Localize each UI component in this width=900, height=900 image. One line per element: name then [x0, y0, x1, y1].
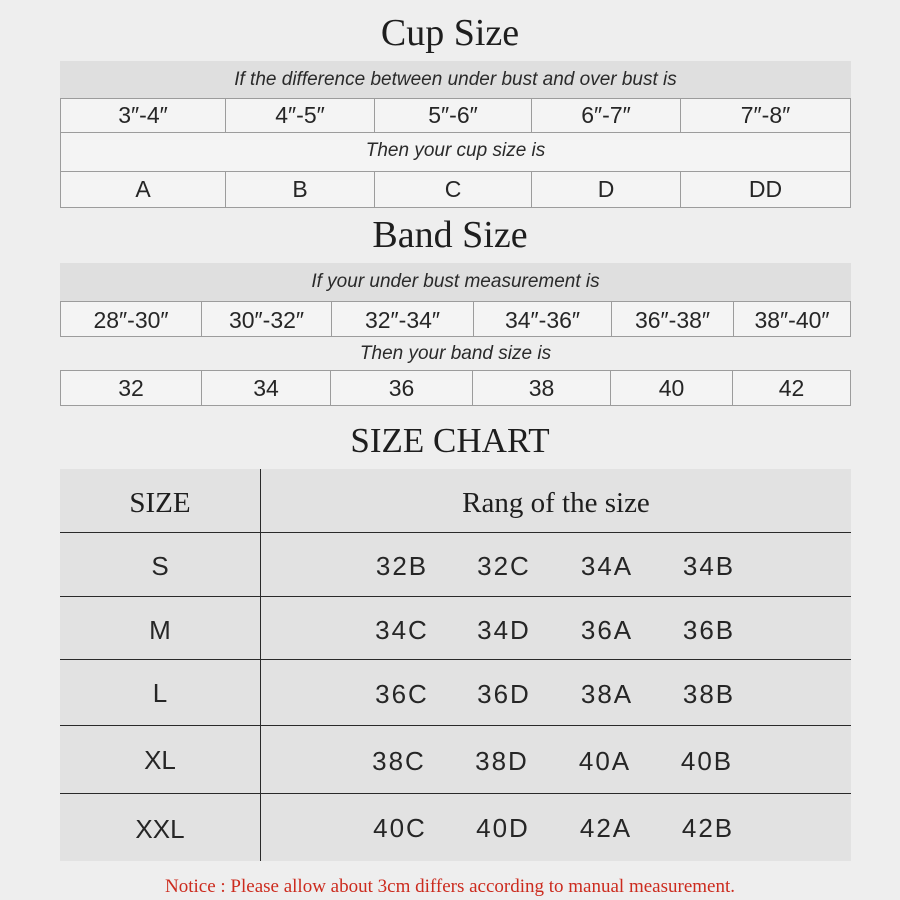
band-size-title: Band Size [372, 214, 528, 256]
size-range-value: 34C [375, 615, 429, 645]
cup-range-cell: 6″-7″ [532, 99, 681, 132]
size-label: XXL [135, 814, 185, 844]
size-range-value: 40D [476, 813, 530, 843]
size-range-value: 38C [372, 746, 426, 776]
size-label: M [149, 615, 171, 645]
size-range-value: 42A [579, 813, 633, 843]
measurement-notice: Notice : Please allow about 3cm differs according to manual measurement. [165, 876, 735, 897]
size-label: L [152, 678, 168, 708]
size-range-value: 42B [681, 813, 735, 843]
band-size-cell: 40 [611, 371, 733, 405]
band-size-cell: 38 [473, 371, 611, 405]
band-condition-caption: If your under bust measurement is [60, 263, 851, 301]
cup-size-cell: D [532, 172, 681, 207]
size-range-value: 32C [477, 551, 531, 581]
band-range-cell: 36″-38″ [612, 302, 734, 336]
band-range-cell: 30″-32″ [202, 302, 332, 336]
size-range-value: 32B [375, 551, 429, 581]
cup-condition-caption: If the difference between under bust and over bust is [60, 61, 851, 98]
band-size-cell: 42 [778, 375, 805, 401]
cup-size-row [60, 171, 851, 208]
band-range-cell: 32″-34″ [332, 302, 474, 336]
size-range-value: 34A [580, 551, 634, 581]
size-range-value: 34D [477, 615, 531, 645]
size-range-value: 36D [477, 679, 531, 709]
cup-size-cell: B [226, 172, 375, 207]
size-range-value: 36A [580, 615, 634, 645]
size-range-value: 40B [680, 746, 734, 776]
cup-size-cell: C [375, 172, 532, 207]
cup-range-row [60, 98, 851, 133]
band-size-cell: 34 [202, 371, 331, 405]
cup-range-cell: 5″-6″ [375, 99, 532, 132]
size-range-value: 40A [578, 746, 632, 776]
size-range-value: 38A [580, 679, 634, 709]
size-range-value: 34B [682, 551, 736, 581]
size-chart-table [60, 469, 851, 861]
size-column-header: SIZE [129, 487, 191, 519]
cup-range-cell: 7″-8″ [740, 102, 791, 128]
size-label: XL [144, 745, 176, 775]
range-column-header: Rang of the size [462, 487, 650, 519]
band-size-cell: 36 [331, 371, 473, 405]
size-range-value: 38D [475, 746, 529, 776]
band-range-cell: 28″-30″ [61, 302, 202, 336]
size-label: S [151, 551, 169, 581]
cup-size-cell: DD [748, 176, 783, 202]
cup-range-cell: 3″-4″ [61, 99, 226, 132]
band-range-row [60, 301, 851, 337]
band-size-cell: 32 [61, 371, 202, 405]
band-range-cell: 34″-36″ [474, 302, 612, 336]
size-range-value: 36C [375, 679, 429, 709]
size-range-value: 40C [373, 813, 427, 843]
size-range-value: 36B [682, 615, 736, 645]
band-range-cell: 38″-40″ [754, 307, 830, 333]
band-result-caption: Then your band size is [359, 343, 552, 364]
band-size-row [60, 370, 851, 406]
size-chart-title: SIZE CHART [350, 421, 550, 460]
cup-size-title: Cup Size [380, 12, 520, 54]
size-range-value: 38B [682, 679, 736, 709]
cup-size-cell: A [61, 172, 226, 207]
cup-result-caption: Then your cup size is [60, 133, 851, 171]
cup-range-cell: 4″-5″ [226, 99, 375, 132]
